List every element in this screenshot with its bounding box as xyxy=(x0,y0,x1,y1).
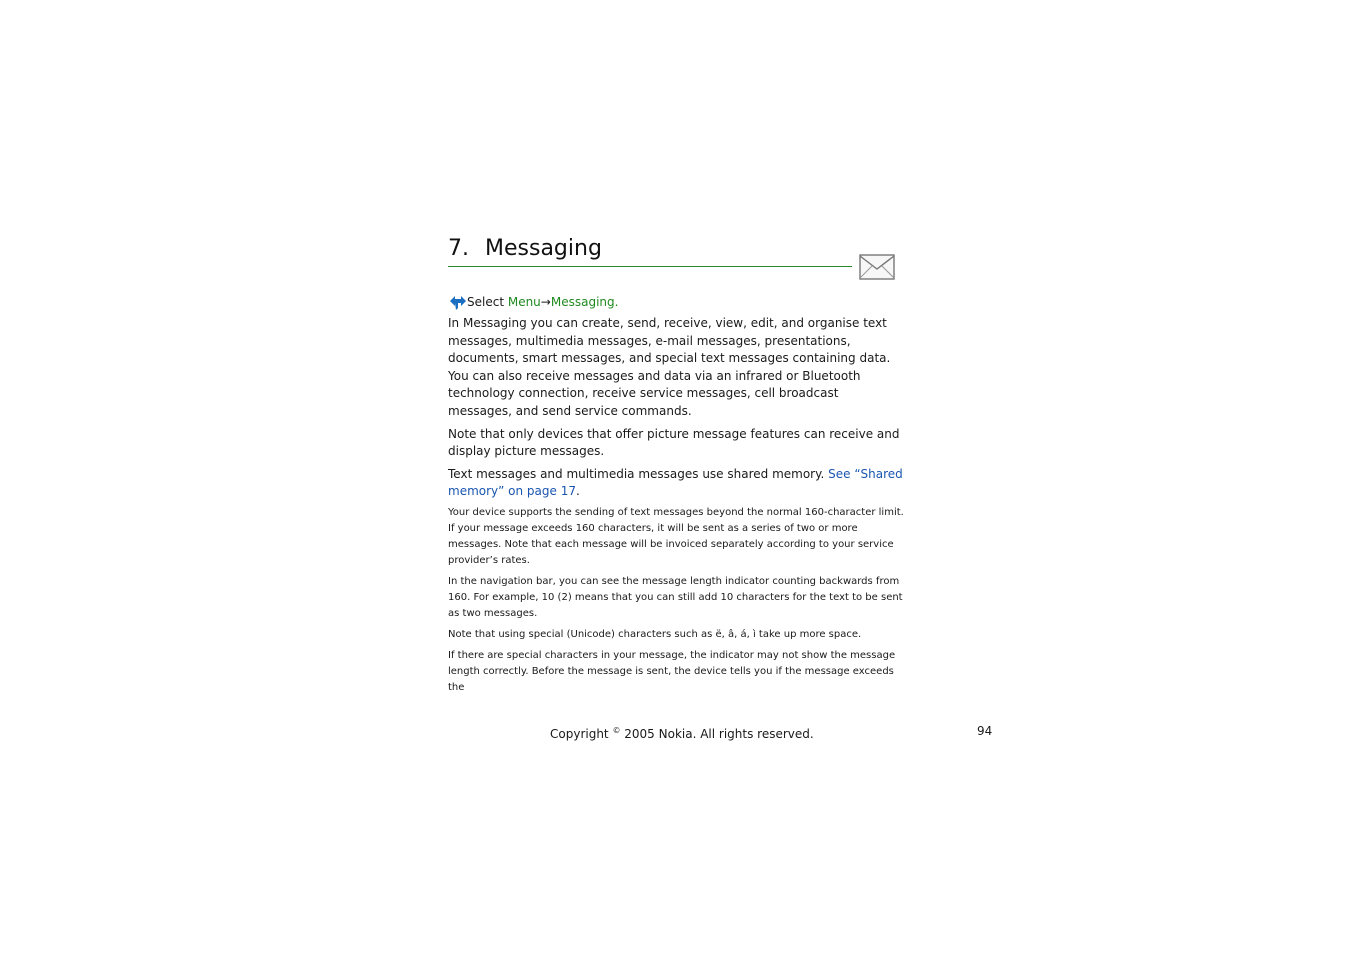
chapter-title-rule xyxy=(448,266,852,267)
chapter-name: Messaging xyxy=(485,236,602,261)
copyright-post: 2005 Nokia. All rights reserved. xyxy=(620,727,814,741)
chapter-title xyxy=(448,232,602,266)
copyright-pre: Copyright xyxy=(550,727,613,741)
menu-path-messaging: Messaging xyxy=(550,295,615,309)
menu-path-suffix: . xyxy=(614,295,619,309)
menu-navigation-icon xyxy=(448,292,467,311)
manual-page xyxy=(448,232,904,696)
unicode-note: Note that using special (Unicode) characters such as ë, â, á, ì take up more space. xyxy=(448,628,862,640)
menu-path-prefix: Select xyxy=(467,295,508,309)
intro-paragraph: In Messaging you can create, send, receive, view, edit, and organise text messages, multimedia messages, e-mail messages, presentations, documents, smart messages, and special text messages containing data. You can also receive messages and data via an infrared or Bluetooth technology connection, receive service messages, cell broadcast messages, and send service commands. xyxy=(448,316,891,418)
length-indicator-note: In the navigation bar, you can see the message length indicator counting backwards from 160. For example, 10 (2) means that you can still add 10 characters for the text to be sent as two messages. xyxy=(448,575,903,619)
copyright-symbol: © xyxy=(612,726,621,735)
shared-memory-paragraph xyxy=(448,466,904,501)
envelope-icon xyxy=(859,254,895,280)
shared-memory-end: . xyxy=(576,484,580,499)
copyright-footer xyxy=(550,722,814,743)
chapter-number: 7. xyxy=(448,236,469,261)
picture-message-paragraph: Note that only devices that offer picture message features can receive and display picture messages. xyxy=(448,426,900,459)
chapter-header xyxy=(448,232,904,282)
special-characters-note: If there are special characters in your message, the indicator may not show the message length correctly. Before the message is sent, the device tells you if the message exceeds the xyxy=(448,649,896,693)
shared-memory-text: Text messages and multimedia messages use shared memory. xyxy=(448,466,829,481)
menu-path xyxy=(448,292,904,312)
long-message-note: Your device supports the sending of text messages beyond the normal 160-character limit. If your message exceeds 160 characters, it will be sent as a series of two or more messages. Note that each message will be invoiced separately according to your service provider’s rates. xyxy=(448,506,904,566)
menu-path-arrow: → xyxy=(540,295,551,309)
menu-path-menu: Menu xyxy=(507,295,541,309)
page-number: 94 xyxy=(977,724,993,738)
shared-memory-link[interactable]: See “Shared memory” on page 17 xyxy=(448,466,903,499)
